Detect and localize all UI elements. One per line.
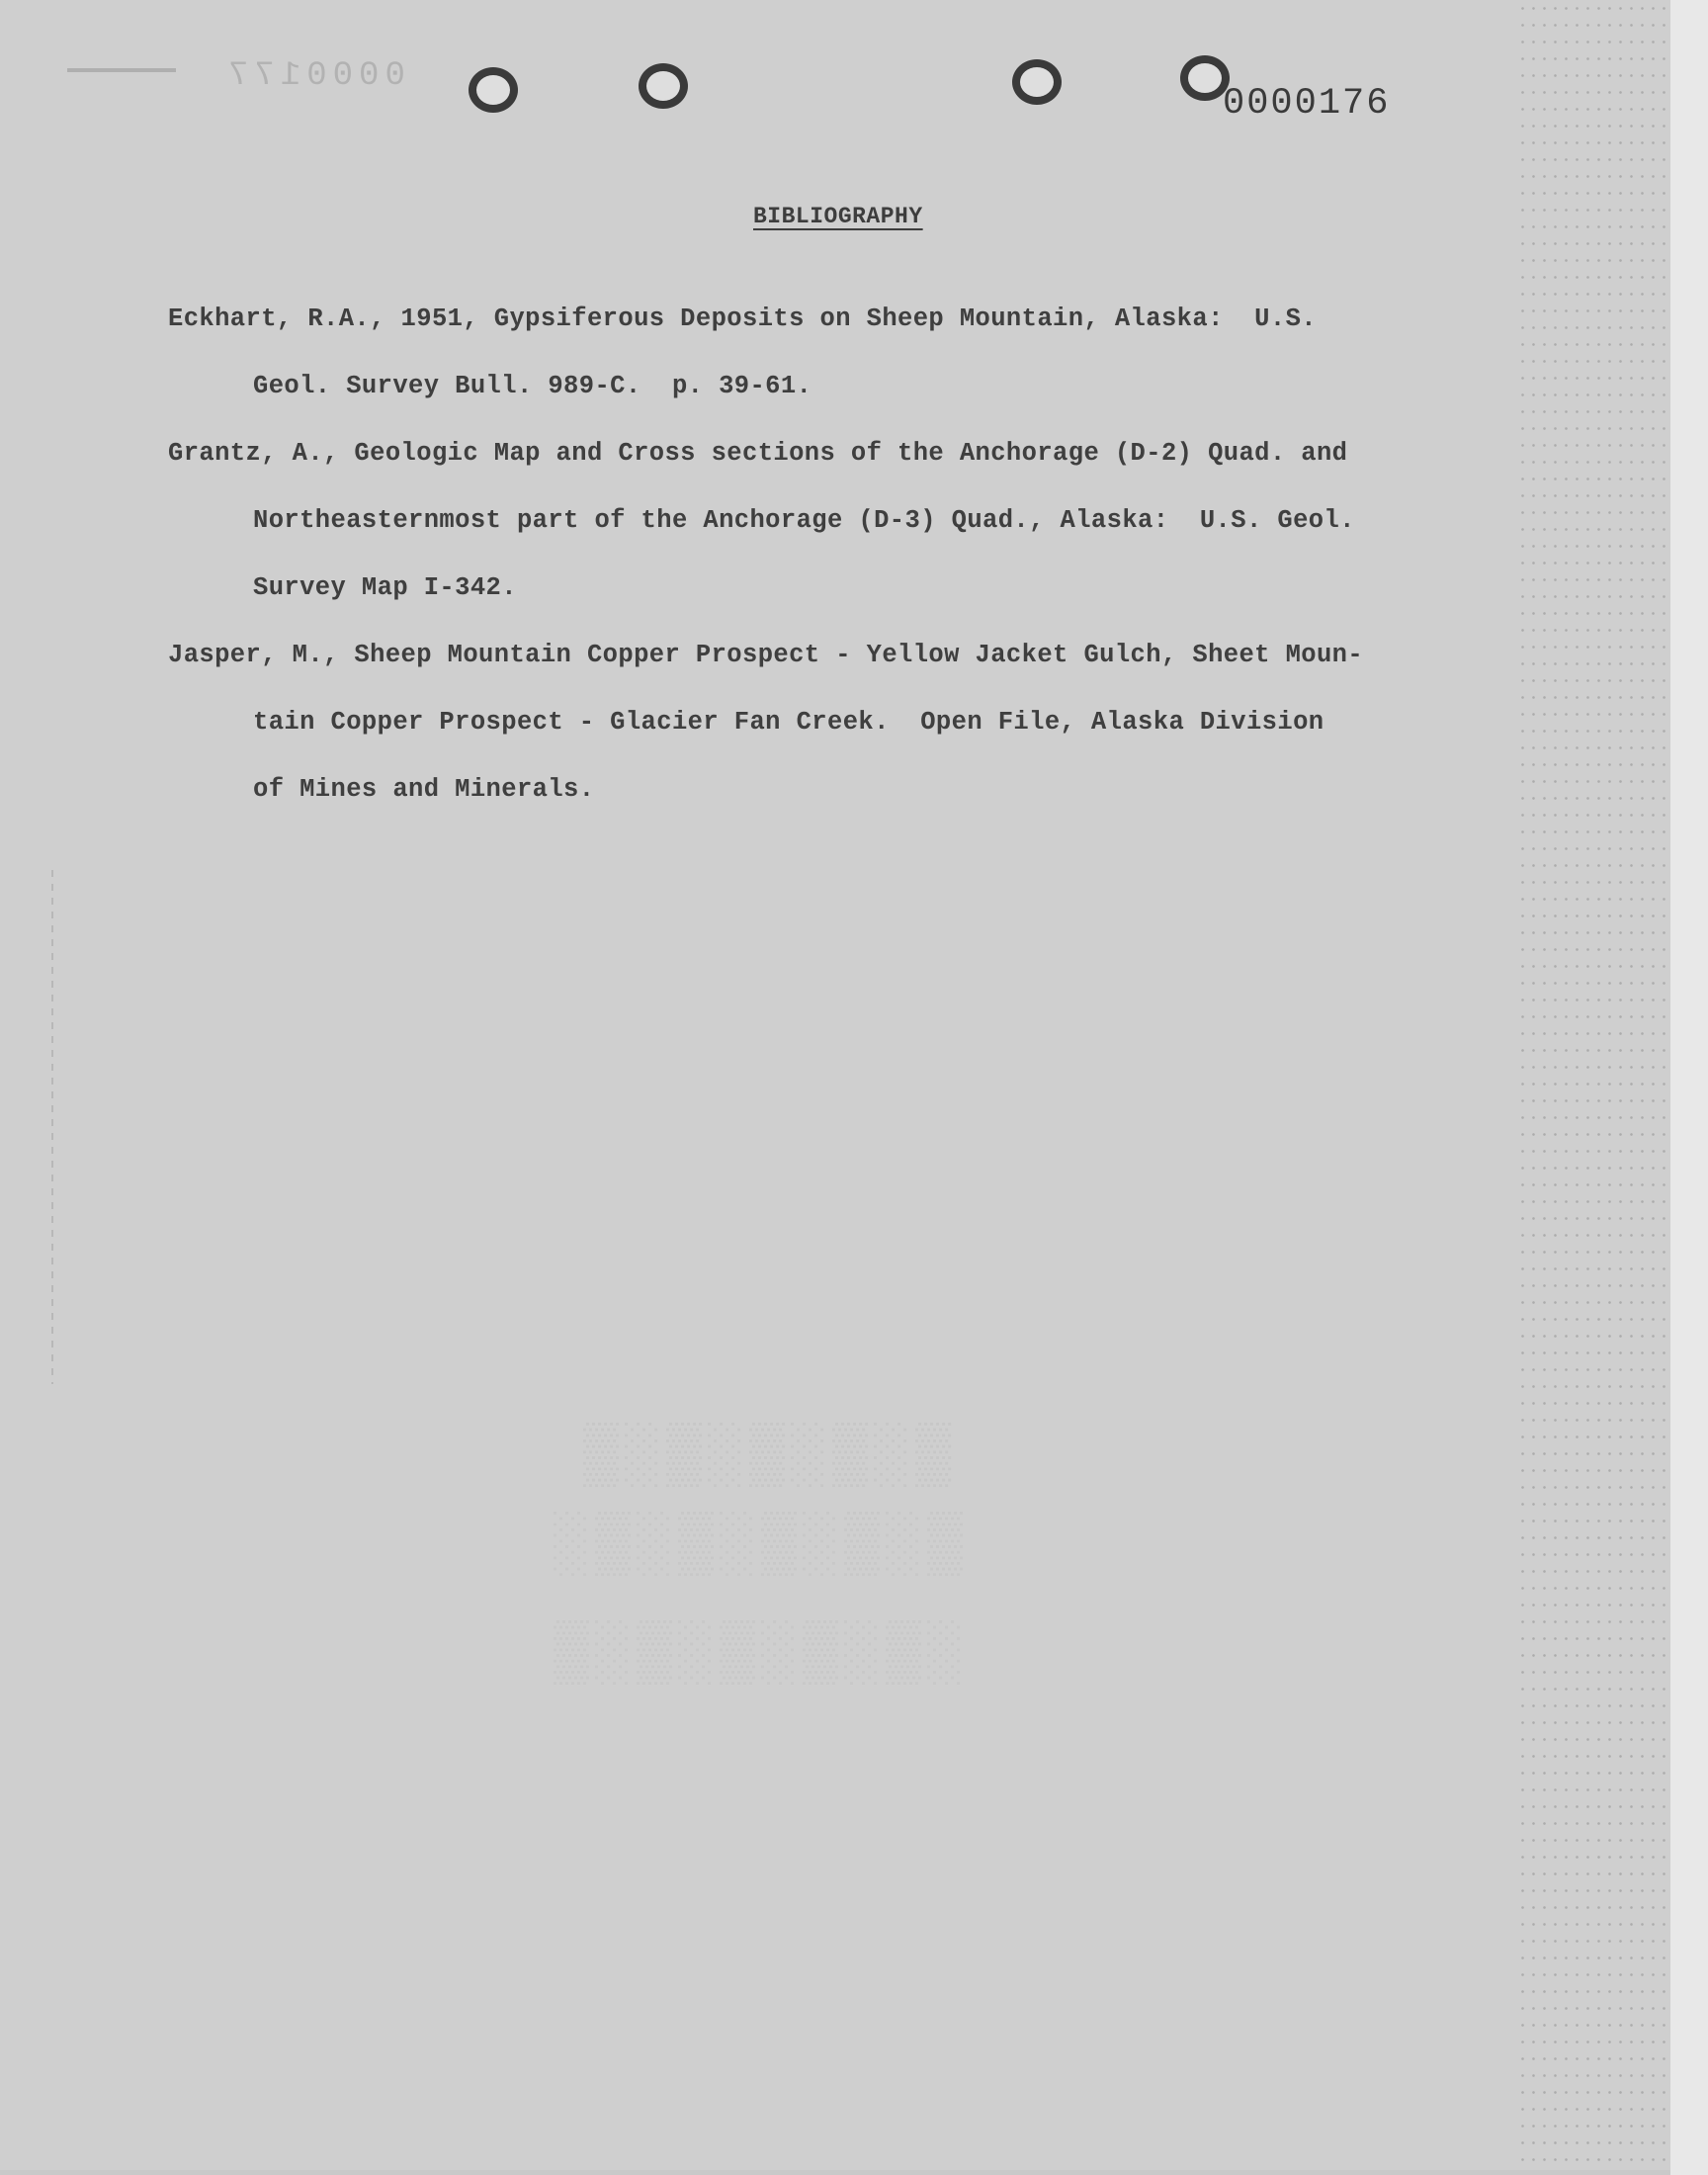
bibliography-line: Jasper, M., Sheep Mountain Copper Prospect - Yellow Jacket Gulch, Sheet Moun-: [168, 641, 1364, 669]
bibliography-line: of Mines and Minerals.: [253, 775, 595, 804]
bibliography-line: Northeasternmost part of the Anchorage (D-3) Quad., Alaska: U.S. Geol.: [253, 506, 1355, 535]
punch-hole-1: [469, 67, 518, 113]
bleed-through-text: ░▒░▒░▒░▒░▒: [554, 1513, 970, 1580]
bleed-through-text: ▒░▒░▒░▒░▒░: [554, 1621, 970, 1689]
scan-speckle-noise: [1517, 0, 1670, 2170]
bibliography-line: Geol. Survey Bull. 989-C. p. 39-61.: [253, 372, 812, 400]
ghost-document-number: 0000177: [222, 57, 405, 95]
document-number: 0000176: [1223, 83, 1391, 125]
page-title: BIBLIOGRAPHY: [753, 204, 923, 229]
punch-hole-2: [639, 63, 688, 109]
scan-border: [1670, 0, 1708, 2175]
ghost-scribble-mark: [67, 54, 176, 72]
bibliography-line: tain Copper Prospect - Glacier Fan Creek. Open File, Alaska Division: [253, 708, 1324, 737]
bibliography-line: Grantz, A., Geologic Map and Cross sections of the Anchorage (D-2) Quad. and: [168, 439, 1348, 468]
bibliography-line: Eckhart, R.A., 1951, Gypsiferous Deposits on Sheep Mountain, Alaska: U.S.: [168, 304, 1317, 333]
punch-hole-3: [1012, 59, 1062, 105]
bleed-through-text: ▒░▒░▒░▒░▒: [583, 1424, 958, 1491]
scan-edge-mark: [51, 870, 53, 1384]
bibliography-line: Survey Map I-342.: [253, 573, 517, 602]
